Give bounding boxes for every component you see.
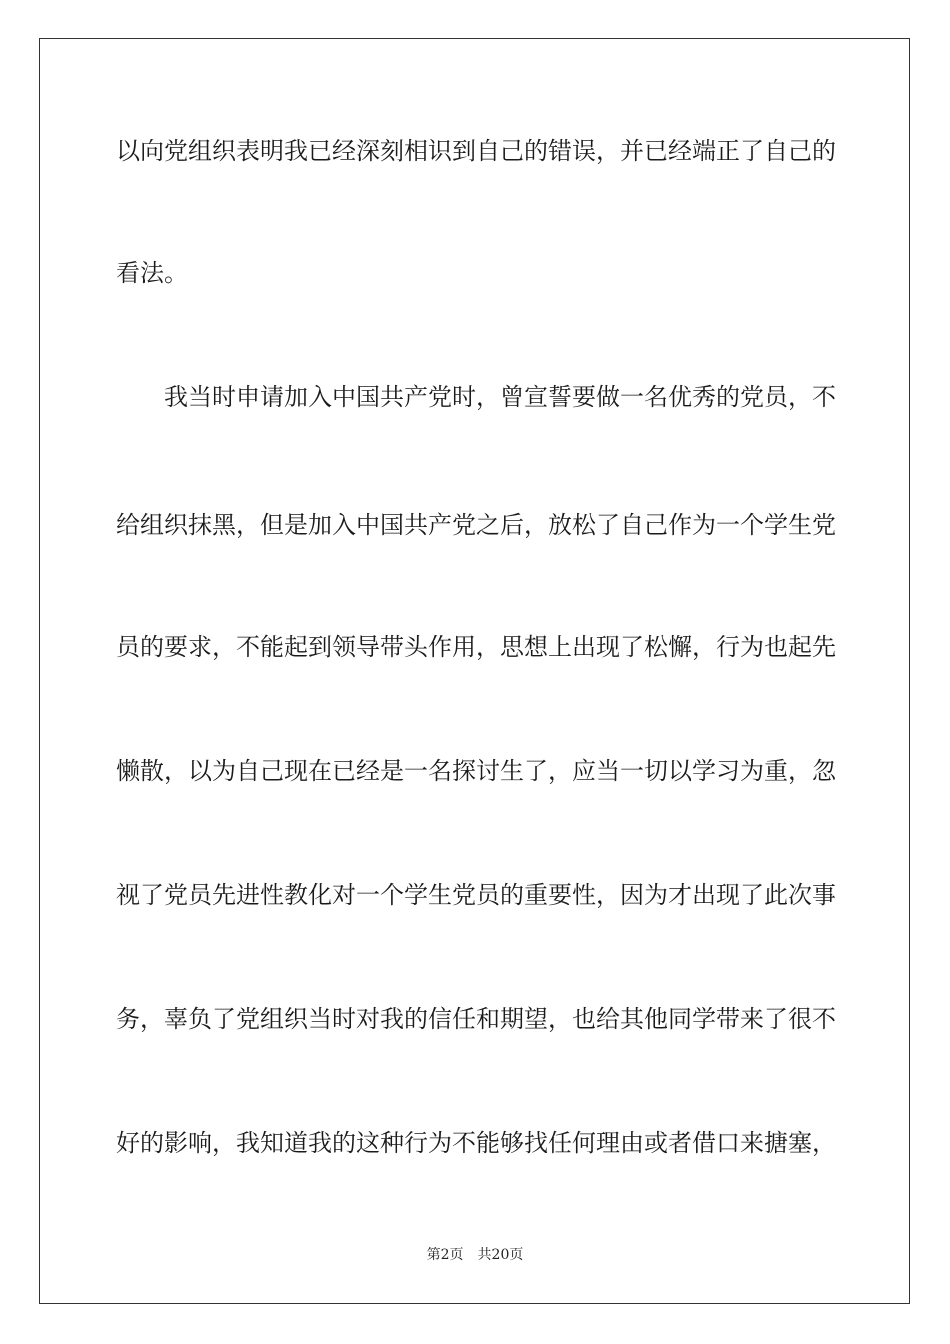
page-number: 第2页 <box>426 1247 464 1263</box>
body-text-line: 以向党组织表明我已经深刻相识到自己的错误，并已经端正了自己的 <box>116 137 836 165</box>
body-text-line: 懒散，以为自己现在已经是一名探讨生了，应当一切以学习为重，忽 <box>116 757 836 785</box>
body-text-line: 务，辜负了党组织当时对我的信任和期望，也给其他同学带来了很不 <box>116 1005 836 1033</box>
body-text-line: 给组织抹黑，但是加入中国共产党之后，放松了自己作为一个学生党 <box>116 511 836 539</box>
body-text-line: 好的影响，我知道我的这种行为不能够找任何理由或者借口来搪塞， <box>116 1129 836 1157</box>
page-footer <box>0 1246 950 1264</box>
body-text-line: 看法。 <box>116 259 188 287</box>
body-text-line: 视了党员先进性教化对一个学生党员的重要性，因为才出现了此次事 <box>116 881 836 909</box>
paragraph-first-line: 我当时申请加入中国共产党时，曾宣誓要做一名优秀的党员，不 <box>164 383 836 411</box>
body-text-line: 员的要求，不能起到领导带头作用，思想上出现了松懈，行为也起先 <box>116 633 836 661</box>
page-total: 共20页 <box>477 1247 524 1263</box>
page-frame <box>39 38 910 1304</box>
